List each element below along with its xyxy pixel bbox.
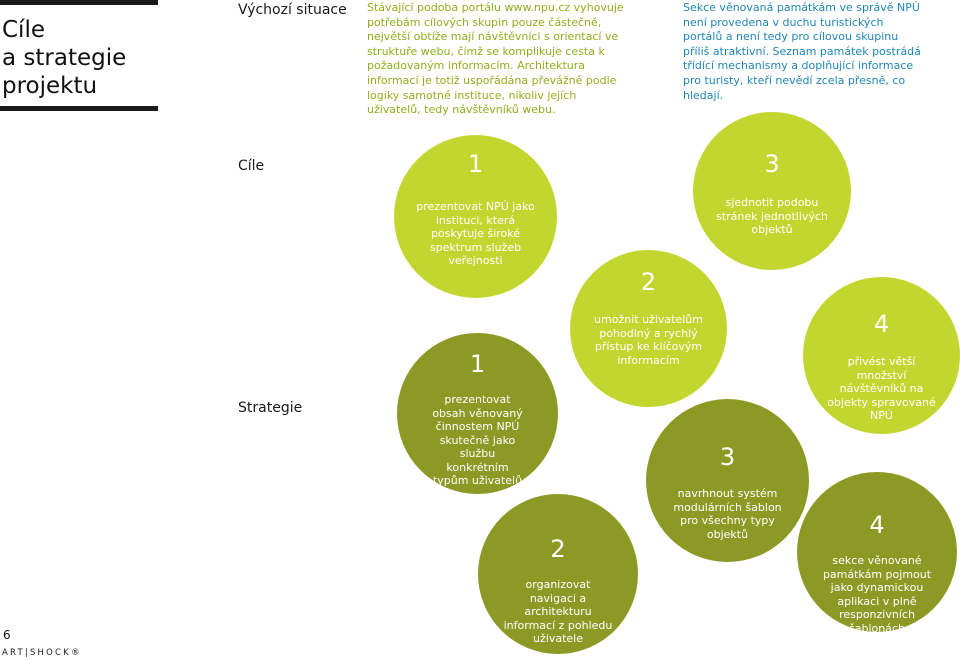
goal-circle-4 [803, 277, 960, 434]
goal-circle-1 [394, 135, 557, 298]
strategy-text: prezentovat obsah věnovaný činnostem NPÚ skutečně jako službu konkrétním typům uživatelů [432, 393, 523, 487]
strategy-label: Strategie [238, 400, 303, 416]
title-bottom-rule [0, 106, 158, 111]
strategy-text: sekce věnované památkám pojmout jako dynamickou aplikaci v plně responzivních šablonách [822, 554, 932, 635]
artshock-logo: ART|SHOCK® [2, 648, 82, 658]
strategy-number: 3 [719, 443, 736, 471]
intro-left-paragraph: Stávající podoba portálu www.npu.cz vyhovuje potřebám cílových skupin pouze částečně, největší obtíže mají návštěvníci s orientací ve struktuře webu, čímž se komplikuje cesta k požadovaným informacím. Architektura informací je totiž uspořádána převážně podle logiky samotné instituce, nikoliv jejích uživatelů, tedy návštěvníků webu. [367, 1, 624, 117]
strategy-number: 1 [469, 350, 486, 378]
goal-number: 3 [764, 150, 780, 178]
strategy-text: navrhnout systém modulárních šablon pro všechny typy objektů [673, 487, 782, 541]
intro-right-paragraph: Sekce věnovaná památkám ve správě NPÚ není provedena v duchu turistických portálů a není tedy pro cílovou skupinu příliš atraktivní. Seznam památek postrádá třídící mechanismy a doplňující informace pro turisty, kteří nevědí zcela přesně, co hledají. [683, 1, 921, 102]
goal-circle-2 [570, 250, 727, 407]
strategy-circle-4 [797, 472, 957, 635]
strategy-circle-2 [478, 494, 638, 654]
goal-number: 2 [640, 268, 657, 296]
current-state-label: Výchozí situace [238, 2, 347, 18]
goal-number: 4 [873, 310, 890, 338]
goal-text: umožnit uživatelům pohodlný a rychlý přístup ke klíčovým informacím [594, 313, 703, 367]
page-title: Cíle a strategie projektu [2, 17, 127, 99]
goal-text: přivést větší množství návštěvníků na objekty spravované NPÚ [827, 355, 936, 422]
goal-circle-3 [693, 112, 851, 270]
goals-label: Cíle [238, 158, 265, 174]
strategy-number: 2 [550, 535, 566, 563]
goal-text: prezentovat NPÚ jako instituci, která poskytuje široké spektrum služeb veřejnosti [416, 200, 535, 267]
goal-number: 1 [467, 150, 484, 178]
strategy-number: 4 [869, 511, 885, 539]
goal-text: sjednotit podobu stránek jednotlivých objektů [716, 196, 828, 236]
page-number: 6 [3, 628, 11, 642]
title-top-rule [0, 0, 158, 5]
strategy-text: organizovat navigaci a architekturu informací z pohledu uživatele [503, 578, 613, 645]
strategy-circle-3 [646, 399, 809, 562]
strategy-circle-1 [397, 333, 558, 494]
